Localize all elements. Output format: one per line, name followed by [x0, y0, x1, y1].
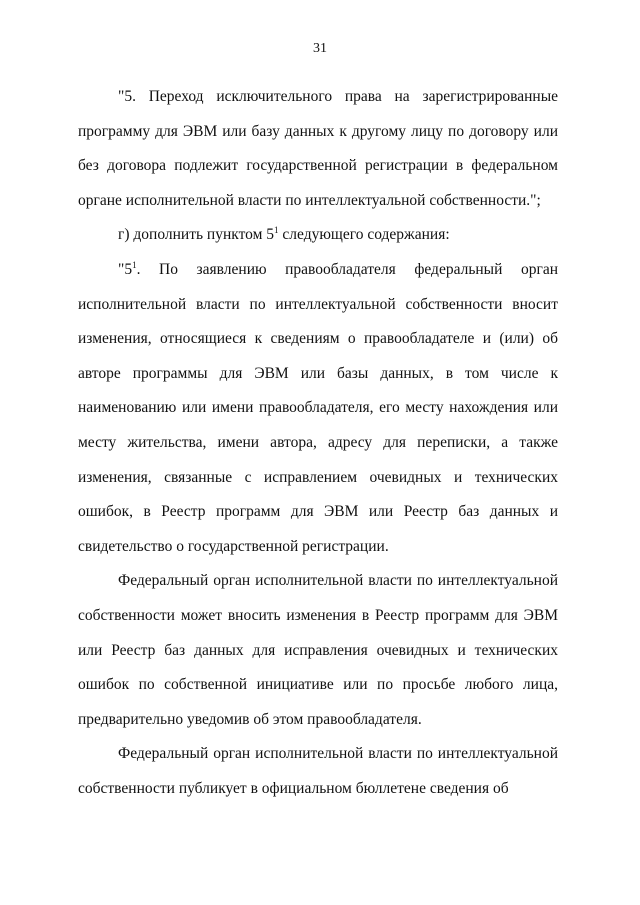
paragraph-transfer-of-rights: "5. Переход исключительного права на зарегистрированные программу для ЭВМ или базу данных к другому лицу по договору или без договора подлежит государственной регистрации в федеральном органе исполнительной власти по интеллектуальной собственности.";: [78, 88, 558, 209]
paragraph-amendment-intro: [78, 218, 558, 253]
superscript-one: 1: [132, 259, 137, 270]
page-number: 31: [313, 41, 327, 56]
paragraph-publication: Федеральный орган исполнительной власти по интеллектуальной собственности публикует в официальном бюллетене сведения об: [78, 745, 558, 797]
document-body: [78, 80, 558, 806]
paragraph-error-correction: Федеральный орган исполнительной власти по интеллектуальной собственности может вносить изменения в Реестр программ для ЭВМ или Реестр баз данных для исправления очевидных и технических ошибок по собственной инициативе или по просьбе любого лица, предварительно уведомив об этом правообладателя.: [78, 572, 558, 728]
superscript-one: 1: [274, 225, 279, 236]
amendment-intro-tail: следующего содержания:: [278, 226, 450, 244]
amendment-intro-text: г) дополнить пунктом 5: [118, 226, 275, 244]
registry-changes-text: . По заявлению правообладателя федеральный орган исполнительной власти по интеллектуальной собственности вносит изменения, относящиеся к сведениям о правообладателе и (или) об авторе программы для ЭВМ или базы данных, в том числе к наименованию или имени правообладателя, его месту нахождения или месту жительства, имени автора, адресу для переписки, а также изменения, связанные с исправлением очевидных и технических ошибок, в Реестр программ для ЭВМ или Реестр баз данных и свидетельство о государственной регистрации.: [78, 260, 558, 555]
clause-number: "5: [118, 260, 133, 278]
paragraph-registry-changes: [78, 253, 558, 564]
